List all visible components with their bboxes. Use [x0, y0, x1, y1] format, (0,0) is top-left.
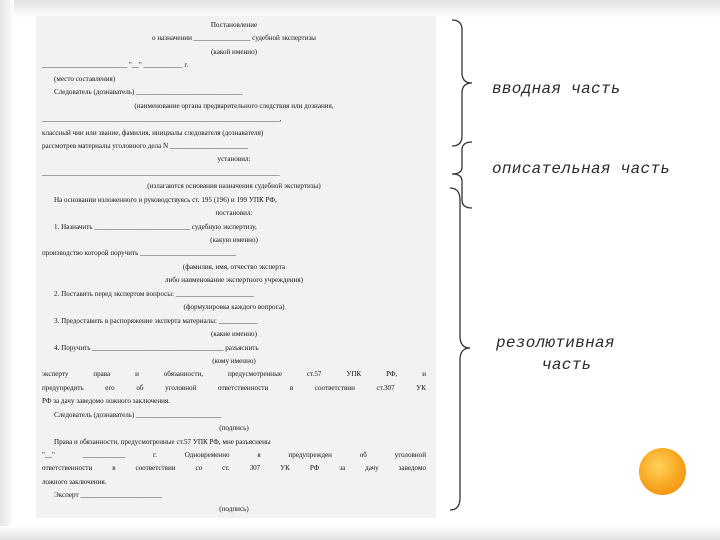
document-line: (подпись)	[219, 504, 249, 513]
document-line: производство которой поручить ___________________________	[42, 249, 236, 258]
document-line: ответственности в соответствии со ст. 307 УК РФ за дачу заведомо	[42, 464, 426, 473]
document-line: (излагаются основания назначения судебной экспертизы)	[147, 182, 321, 191]
document-line: рассмотрев материалы уголовного дела N ______________________	[42, 141, 248, 150]
document-line: 3. Предоставить в распоряжение эксперта материалы: ___________	[54, 316, 258, 325]
document-line: (какой именно)	[211, 47, 257, 56]
document-line: (кому именно)	[212, 356, 256, 365]
document-line: (место составления)	[54, 74, 116, 83]
document-line: о назначении ________________ судебной экспертизы	[152, 34, 316, 43]
document-line: ________________________ "__" ___________ г.	[42, 61, 189, 70]
document-line: эксперту права и обязанности, предусмотренные ст.57 УПК РФ, и	[42, 370, 426, 379]
document-line: Следователь (дознаватель) ________________________	[54, 410, 222, 419]
document-line: 1. Назначить ___________________________ судебную экспертизу,	[54, 222, 257, 231]
document-line: (какую именно)	[210, 236, 258, 244]
label-resolutive-section-line2: часть	[542, 356, 592, 374]
slide-shadow-bottom	[0, 526, 720, 540]
label-descriptive-section: описательная часть	[492, 160, 671, 178]
document-line: ___________________________________________________________________,	[42, 115, 282, 124]
document-line: РФ за дачу заведомо ложного заключения.	[42, 397, 170, 406]
brace-intro	[448, 18, 478, 148]
document-line: На основании изложенного и руководствуясь ст. 195 (196) и 199 УПК РФ,	[54, 195, 277, 204]
document-line: либо наименование экспертного учреждения)	[165, 276, 303, 285]
document-line: Постановление	[210, 21, 258, 29]
label-resolutive-section-line1: резолютивная	[496, 334, 615, 352]
slide-shadow-left	[0, 0, 14, 540]
label-intro-section: вводная часть	[492, 80, 621, 98]
document-text	[42, 16, 426, 516]
document-line: установил:	[217, 155, 251, 164]
document-line: классный чин или звание, фамилия, инициалы следователя (дознавателя)	[42, 128, 264, 137]
document-line: (какие именно)	[211, 330, 257, 339]
document-line: постановил:	[215, 209, 253, 218]
document-line: ложного заключения.	[42, 477, 107, 486]
document-line: предупредить его об уголовной ответственности в соответствии ст.307 УК	[42, 383, 426, 392]
document-line: (фамилия, имя, отчество эксперта	[182, 262, 286, 271]
document-line: Права и обязанности, предусмотренные ст.57 УПК РФ, мне разъяснены	[54, 437, 271, 446]
document-line: (формулировка каждого вопроса)	[183, 303, 285, 312]
brace-resolutive	[446, 186, 476, 512]
document-panel	[36, 16, 436, 518]
document-line: ___________________________________________________________________	[42, 168, 280, 177]
document-line: "__" ____________ г. Одновременно я предупрежден об уголовной	[42, 451, 426, 459]
document-line: 4. Поручить _____________________________________ разъяснить	[54, 343, 259, 352]
document-line: (подпись)	[219, 424, 249, 433]
document-line: 2. Поставить перед экспертом вопросы: ______________________	[54, 289, 254, 298]
document-line: Эксперт _______________________	[54, 491, 162, 500]
decorative-orange-circle	[639, 448, 686, 495]
document-line: Следователь (дознаватель) ______________________________	[54, 88, 243, 97]
document-line: (наименование органа предварительного следствия или дознания,	[134, 101, 334, 110]
